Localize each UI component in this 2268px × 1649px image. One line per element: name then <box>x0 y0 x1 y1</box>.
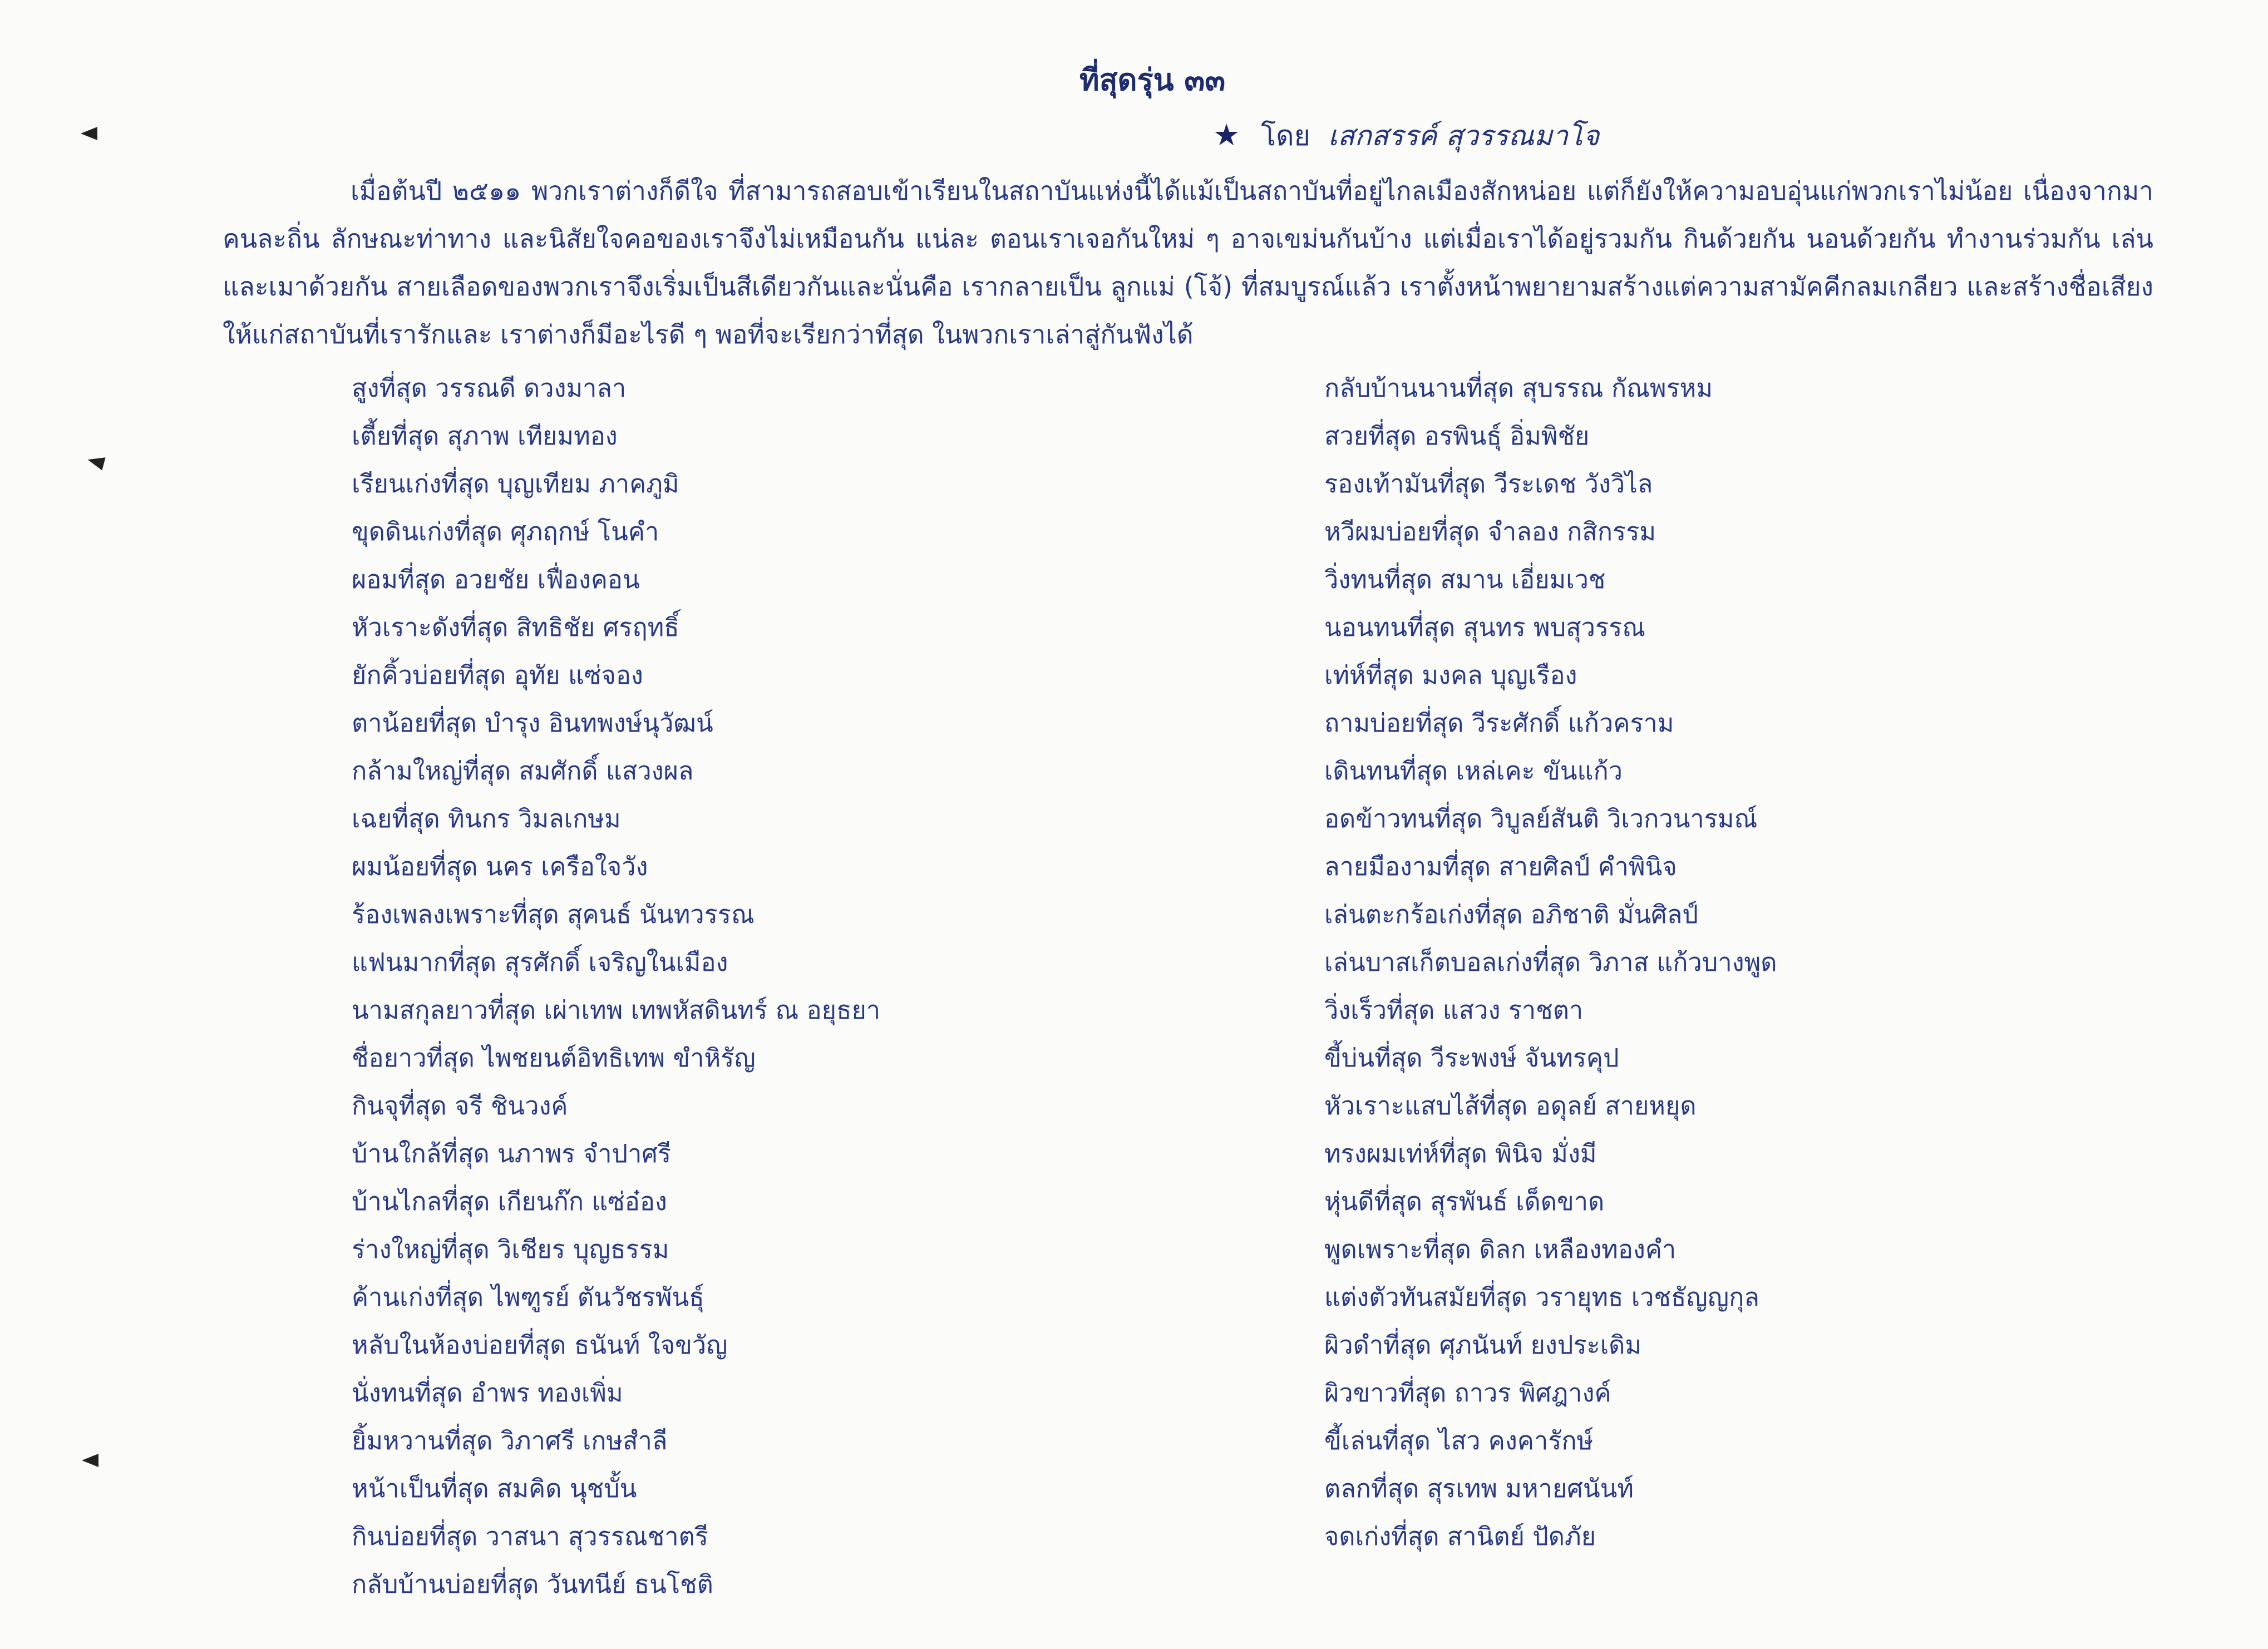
list-item: เดินทนที่สุด เหล่เคะ ขันแก้ว <box>1324 756 1623 786</box>
list-item: วิ่งเร็วที่สุด แสวง ราชตา <box>1324 995 1584 1025</box>
list-item: หัวเราะแสบไส้ที่สุด อดุลย์ สายหยุด <box>1324 1091 1697 1120</box>
binder-hole-mark-icon <box>86 453 105 471</box>
list-item: เท่ห์ที่สุด มงคล บุญเรือง <box>1324 660 1577 690</box>
list-item: หัวเราะดังที่สุด สิทธิชัย ศรฤทธิ์ <box>352 613 679 642</box>
list-item: หน้าเป็นที่สุด สมคิด นุชบั้น <box>352 1474 637 1503</box>
list-item: ยักคิ้วบ่อยที่สุด อุทัย แซ่จอง <box>352 660 643 690</box>
list-item: ผิวดำที่สุด ศุภนันท์ ยงประเดิม <box>1324 1330 1642 1360</box>
list-item: หุ่นดีที่สุด สุรพันธ์ เด็ดขาด <box>1324 1187 1605 1216</box>
list-item: สวยที่สุด อรพินธุ์ อิ่มพิชัย <box>1324 421 1590 451</box>
list-item: ยิ้มหวานที่สุด วิภาศรี เกษสำลี <box>352 1426 668 1455</box>
superlatives-list-right <box>1324 364 2215 1561</box>
list-item: ถามบ่อยที่สุด วีระศักดิ์ แก้วคราม <box>1324 708 1674 738</box>
list-item: ขุดดินเก่งที่สุด ศุภฤกษ์ โนคำ <box>352 517 659 546</box>
list-item: หลับในห้องบ่อยที่สุด ธนันท์ ใจขวัญ <box>352 1330 728 1360</box>
list-item: กล้ามใหญ่ที่สุด สมศักดิ์ แสวงผล <box>352 756 694 786</box>
list-item: พูดเพราะที่สุด ดิลก เหลืองทองคำ <box>1324 1235 1677 1264</box>
list-item: กินจุที่สุด จรี ชินวงค์ <box>352 1091 568 1120</box>
list-item: วิ่งทนที่สุด สมาน เอี่ยมเวช <box>1324 565 1606 594</box>
list-item: เฉยที่สุด ทินกร วิมลเกษม <box>352 804 621 833</box>
list-item: หวีผมบ่อยที่สุด จำลอง กสิกรรม <box>1324 517 1656 546</box>
byline <box>1213 114 1599 158</box>
list-item: ค้านเก่งที่สุด ไพฑูรย์ ตันวัชรพันธุ์ <box>352 1282 704 1312</box>
list-item: ผมน้อยที่สุด นคร เครือใจวัง <box>352 852 648 881</box>
list-item: กินบ่อยที่สุด วาสนา สุวรรณชาตรี <box>352 1522 708 1551</box>
list-item: ร้องเพลงเพราะที่สุด สุคนธ์ นันทวรรณ <box>352 900 755 929</box>
list-item: เล่นตะกร้อเก่งที่สุด อภิชาติ มั่นศิลป์ <box>1324 900 1698 929</box>
list-item: ชื่อยาวที่สุด ไพชยนต์อิทธิเทพ ขำหิรัญ <box>352 1043 756 1073</box>
list-item: เตี้ยที่สุด สุภาพ เทียมทอง <box>352 421 618 451</box>
list-item: กลับบ้านนานที่สุด สุบรรณ กัณพรหม <box>1324 373 1713 403</box>
list-item: บ้านไกลที่สุด เกียนก๊ก แซ่อ๋อง <box>352 1187 667 1216</box>
list-item: แฟนมากที่สุด สุรศักดิ์ เจริญในเมือง <box>352 947 728 977</box>
page-title: ที่สุดรุ่น ๓๓ <box>1079 62 1226 97</box>
list-item: บ้านใกล้ที่สุด นภาพร จำปาศรี <box>352 1139 672 1168</box>
list-item: ตลกที่สุด สุรเทพ มหายศนันท์ <box>1324 1474 1634 1503</box>
byline-prefix: โดย <box>1261 120 1310 152</box>
superlatives-list-left <box>352 364 1214 1608</box>
list-item: นามสกุลยาวที่สุด เผ่าเทพ เทพหัสดินทร์ ณ อยุธยา <box>352 995 881 1025</box>
list-item: ตาน้อยที่สุด บำรุง อินทพงษ์นุวัฒน์ <box>352 708 713 738</box>
author-name: เสกสรรค์ สุวรรณมาโจ <box>1328 120 1600 152</box>
list-item: นอนทนที่สุด สุนทร พบสุวรรณ <box>1324 613 1646 642</box>
list-item: อดข้าวทนที่สุด วิบูลย์สันติ วิเวกวนารมณ์ <box>1324 804 1758 833</box>
list-item: ผอมที่สุด อวยชัย เฟื่องคอน <box>352 565 640 594</box>
list-item: แต่งตัวทันสมัยที่สุด วรายุทธ เวชธัญญกุล <box>1324 1282 1759 1312</box>
list-item: ทรงผมเท่ห์ที่สุด พินิจ มั่งมี <box>1324 1139 1597 1168</box>
binder-hole-mark-icon <box>82 1454 98 1467</box>
list-item: กลับบ้านบ่อยที่สุด วันทนีย์ ธนโชติ <box>352 1569 713 1599</box>
list-item: เล่นบาสเก็ตบอลเก่งที่สุด วิภาส แก้วบางพูด <box>1324 947 1777 977</box>
list-item: ผิวขาวที่สุด ถาวร พิศฎางค์ <box>1324 1378 1611 1408</box>
list-item: รองเท้ามันที่สุด วีระเดช วังวิไล <box>1324 469 1653 498</box>
binder-hole-mark-icon <box>81 127 97 140</box>
list-item: ขี้เล่นที่สุด ไสว คงคารักษ์ <box>1324 1426 1594 1455</box>
list-item: นั่งทนที่สุด อำพร ทองเพิ่ม <box>352 1378 623 1408</box>
list-item: ลายมืองามที่สุด สายศิลป์ คำพินิจ <box>1324 852 1677 881</box>
list-item: สูงที่สุด วรรณดี ดวงมาลา <box>352 373 627 403</box>
list-item: จดเก่งที่สุด สานิตย์ ปัดภัย <box>1324 1522 1596 1551</box>
intro-paragraph <box>223 167 2153 358</box>
star-icon: ★ <box>1213 117 1240 152</box>
list-item: เรียนเก่งที่สุด บุญเทียม ภาคภูมิ <box>352 469 679 498</box>
list-item: ขี้บ่นที่สุด วีระพงษ์ จันทรคุป <box>1324 1043 1619 1073</box>
list-item: ร่างใหญ่ที่สุด วิเชียร บุญธรรม <box>352 1235 669 1264</box>
intro-text: เมื่อต้นปี ๒๕๑๑ พวกเราต่างก็ดีใจ ที่สามารถสอบเข้าเรียนในสถาบันแห่งนี้ได้แม้เป็นสถาบันที่อยู่ไกลเมืองสักหน่อย แต่ก็ยังให้ความอบอุ่นแก่พวกเราไม่น้อย เนื่องจากมาคนละถิ่น ลักษณะท่าทาง และนิสัยใจคอของเราจึงไม่เหมือนกัน แน่ละ ตอนเราเจอกันใหม่ ๆ อาจเขม่นกันบ้าง แต่เมื่อเราได้อยู่รวมกัน กินด้วยกัน นอนด้วยกัน ทำงานร่วมกัน เล่นและเมาด้วยกัน สายเลือดของพวกเราจึงเริ่มเป็นสีเดียวกันและนั่นคือ เรากลายเป็น ลูกแม่ (โจ้) ที่สมบูรณ์แล้ว เราตั้งหน้าพยายามสร้างแต่ความสามัคคีกลมเกลียว และสร้างชื่อเสียงให้แก่สถาบันที่เรารักและ เราต่างก็มีอะไรดี ๆ พอที่จะเรียกว่าที่สุด ในพวกเราเล่าสู่กันฟังได้ <box>223 176 2153 349</box>
